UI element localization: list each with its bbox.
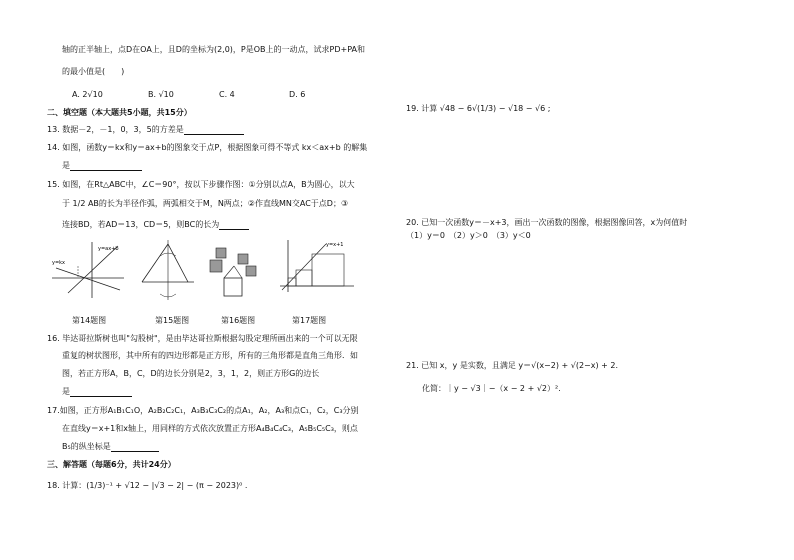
caption-fig-15: 第15题图	[155, 316, 190, 325]
q16-label: 是	[62, 387, 70, 396]
figure-16	[204, 244, 260, 304]
q12-option-b: B. √10	[148, 90, 174, 99]
q17-line2: 在直线y＝x+1和x轴上，用同样的方式依次放置正方形A₄B₄C₄C₃，A₅B₅C₅C₃，则点	[62, 424, 358, 433]
q16-line2: 重复的树状图形，其中所有的四边形都是正方形，所有的三角形都是直角三角形．如	[62, 351, 358, 360]
fig14-label-ax-b: y=ax+b	[98, 246, 119, 252]
q20-line2: （1）y＝0 （2）y＞0 （3）y＜0	[406, 231, 531, 240]
q12-line1: 轴的正半轴上，点D在OA上，且D的坐标为(2,0)，P是OB上的一动点，试求PD+PA和	[62, 45, 365, 54]
q21-line1: 21. 已知 x，y 是实数，且满足 y＝√(x−2) + √(2−x) + 2.	[406, 361, 619, 370]
q20-line1: 20. 已知一次函数y＝－x+3，画出一次函数的图像，根据图像回答，x为何值时	[406, 218, 688, 227]
figure-15	[136, 238, 200, 304]
q18-text: 18. 计算：(1/3)⁻¹ + √12 − |√3 − 2| − (π − 2023)⁰ .	[47, 481, 248, 490]
q15-line3	[62, 220, 249, 230]
fig17-label-line: y=x+1	[326, 242, 344, 248]
figure-14	[48, 238, 126, 300]
q17-line1: 17.如图，正方形A₁B₁C₁O，A₂B₂C₂C₁，A₃B₃C₃C₂的点A₁，A₂，A₃和点C₁，C₂，C₃分别	[47, 406, 359, 415]
q13-label: 13. 数据－2，－1，0，3，5的方差是	[47, 125, 184, 134]
q21-line2: 化简：｜y − √3｜−（x − 2 + √2）².	[422, 384, 561, 393]
q12-option-a: A. 2√10	[72, 90, 103, 99]
q19-text: 19. 计算 √48 − 6√(1/3) − √18 − √6 ;	[406, 104, 551, 113]
q14-line2	[62, 161, 142, 171]
q16-line1: 16. 毕达哥拉斯树也叫"勾股树"，是由毕达哥拉斯根据勾股定理所画出来的一个可以无限	[47, 334, 358, 343]
q14-line1: 14. 如图，函数y＝kx和y＝ax+b的图象交于点P，根据图象可得不等式 kx＜ax+b 的解集	[47, 143, 368, 152]
section-fill-blank-heading: 二、填空题（本大题共5小题，共15分）	[47, 108, 192, 117]
q15-line1: 15. 如图，在Rt△ABC中，∠C＝90°，按以下步骤作图：①分别以点A，B为圆心，以大	[47, 180, 355, 189]
q12-line2: 的最小值是( )	[62, 67, 125, 76]
q12-option-c: C. 4	[219, 90, 235, 99]
caption-fig-14: 第14题图	[72, 316, 107, 325]
q16-line3: 图，若正方形A，B，C，D的边长分别是2，3，1，2，则正方形G的边长	[62, 369, 320, 378]
q15-line2: 于 1/2 AB的长为半径作弧，两弧相交于M，N两点；②作直线MN交AC于点D；③	[62, 199, 349, 208]
q15-label: 连接BD，若AD＝13，CD＝5，则BC的长为	[62, 220, 220, 229]
q14-answer-blank	[70, 162, 142, 171]
figure-17	[276, 238, 356, 296]
section-answer-heading: 三、解答题（每题6分，共计24分）	[47, 460, 176, 469]
q17-answer-blank	[111, 443, 159, 452]
q16-answer-blank	[70, 388, 132, 397]
caption-fig-16: 第16题图	[221, 316, 256, 325]
q15-answer-blank	[219, 221, 249, 230]
q14-label: 是	[62, 161, 70, 170]
q17-line3	[62, 442, 159, 452]
caption-fig-17: 第17题图	[292, 316, 327, 325]
q12-option-d: D. 6	[289, 90, 306, 99]
q13-text	[47, 125, 244, 135]
q16-line4	[62, 387, 132, 397]
q13-answer-blank	[184, 126, 244, 135]
fig14-label-kx: y=kx	[52, 260, 66, 266]
q17-label: B₅的纵坐标是	[62, 442, 111, 451]
